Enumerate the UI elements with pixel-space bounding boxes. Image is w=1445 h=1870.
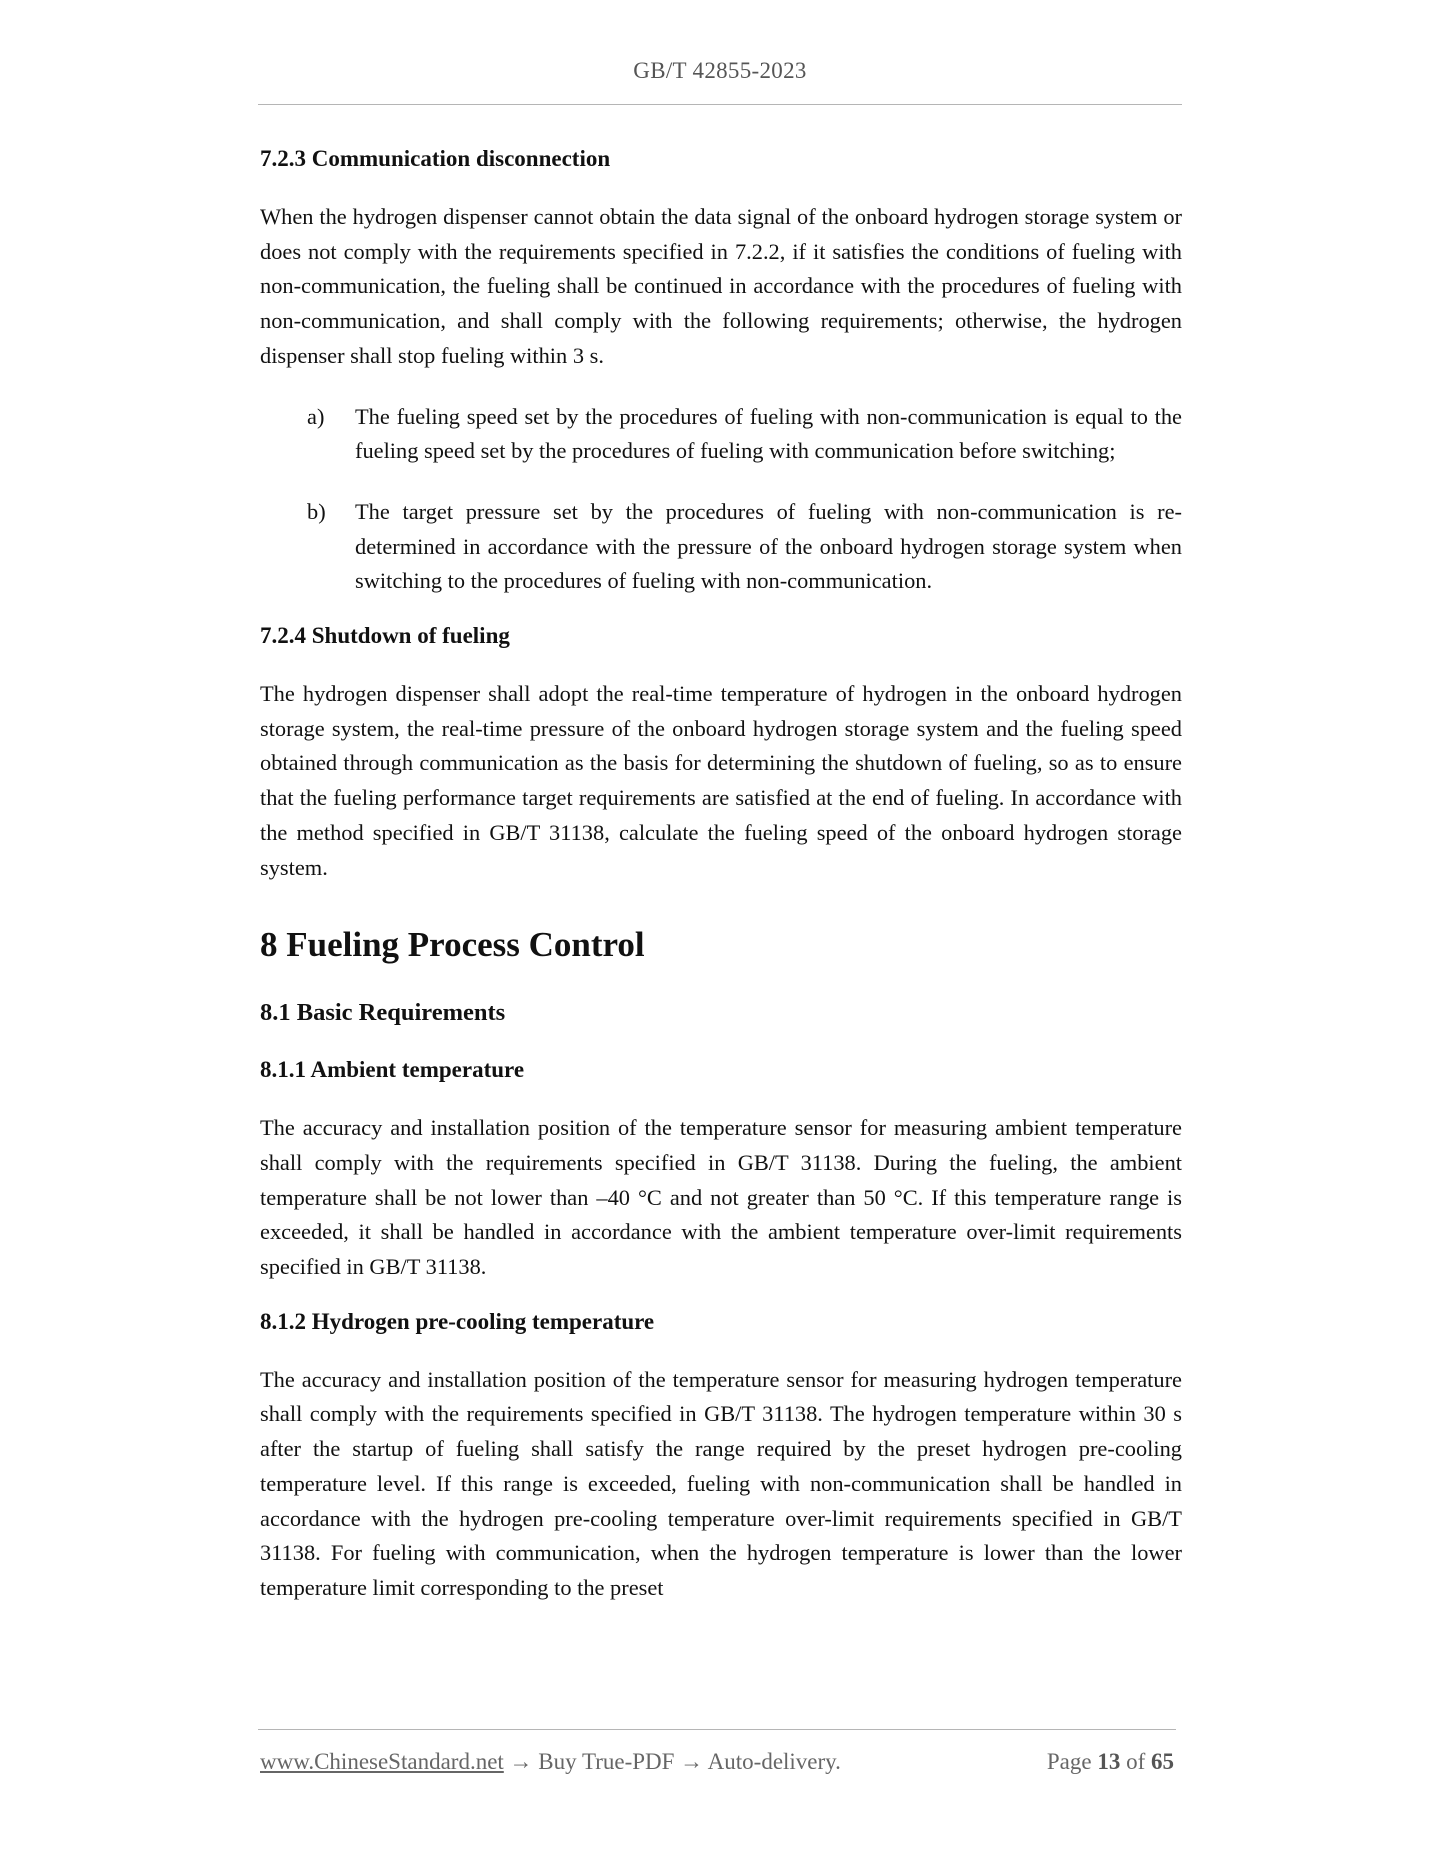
list-text-b: The target pressure set by the procedures of fueling with non-communication is re-determined in accordance with the pressure of the onboard hydrogen storage system when switching to the procedures of fueling with non-communication. [355,498,1182,594]
footer-promo [260,1749,841,1775]
section-paragraph-8-1-1: The accuracy and installation position of the temperature sensor for measuring ambient temperature shall comply with the requirements specified in GB/T 31138. During the fueling, the ambient temperature shall be not lower than –40 °C and not greater than 50 °C. If this temperature range is exceeded, it shall be handled in accordance with the ambient temperature over-limit requirements specified in GB/T 31138. [260,1115,1182,1280]
page-word: Page [1046,1749,1092,1774]
section-heading-7-2-4: 7.2.4 Shutdown of fueling [260,623,510,649]
section-heading-8-1-1: 8.1.1 Ambient temperature [260,1057,525,1083]
page-header-doc-id: GB/T 42855-2023 [633,58,807,83]
chapter-heading-8: 8 Fueling Process Control [260,925,645,965]
header-divider [258,104,1182,105]
page-number [1047,1749,1174,1775]
footer-tagline: → Buy True-PDF → Auto-delivery. [503,1749,841,1774]
footer-site-link[interactable]: www.ChineseStandard.net [260,1749,504,1774]
current-page-number: 13 [1097,1749,1121,1774]
list-marker-a: a) [307,403,325,429]
section-paragraph-7-2-3: When the hydrogen dispenser cannot obtain the data signal of the onboard hydrogen storage system or does not comply with the requirements specified in 7.2.2, if it satisfies the conditions of fueling with non-communication, the fueling shall be continued in accordance with the procedures of fueling with non-communication, and shall comply with the following requirements; otherwise, the hydrogen dispenser shall stop fueling within 3 s. [260,204,1182,368]
total-page-count: 65 [1151,1749,1174,1774]
list-item-b [260,495,1182,599]
section-paragraph-7-2-4: The hydrogen dispenser shall adopt the real-time temperature of hydrogen in the onboard hydrogen storage system, the real-time pressure of the onboard hydrogen storage system and the fueling speed obtained through communication as the basis for determining the shutdown of fueling, so as to ensure that the fueling performance target requirements are satisfied at the end of fueling. In accordance with the method specified in GB/T 31138, calculate the fueling speed of the onboard hydrogen storage system. [260,681,1182,880]
section-heading-8-1: 8.1 Basic Requirements [260,999,506,1027]
list-text-a: The fueling speed set by the procedures of fueling with non-communication is equal to the fueling speed set by the procedures of fueling with communication before switching; [355,403,1182,464]
list-item-a [260,400,1182,469]
footer-divider [258,1729,1176,1730]
section-paragraph-8-1-2: The accuracy and installation position of the temperature sensor for measuring hydrogen temperature shall comply with the requirements specified in GB/T 31138. The hydrogen temperature within 30 s after the startup of fueling shall satisfy the range required by the preset hydrogen pre-cooling temperature level. If this range is exceeded, fueling with non-communication shall be handled in accordance with the hydrogen pre-cooling temperature over-limit requirements specified in GB/T 31138. For fueling with communication, when the hydrogen temperature is lower than the lower temperature limit corresponding to the preset [260,1366,1182,1600]
list-marker-b: b) [307,498,326,524]
section-heading-7-2-3: 7.2.3 Communication disconnection [260,146,611,171]
of-word: of [1126,1749,1146,1774]
section-heading-8-1-2: 8.1.2 Hydrogen pre-cooling temperature [260,1308,655,1334]
page-content [260,144,1182,1606]
